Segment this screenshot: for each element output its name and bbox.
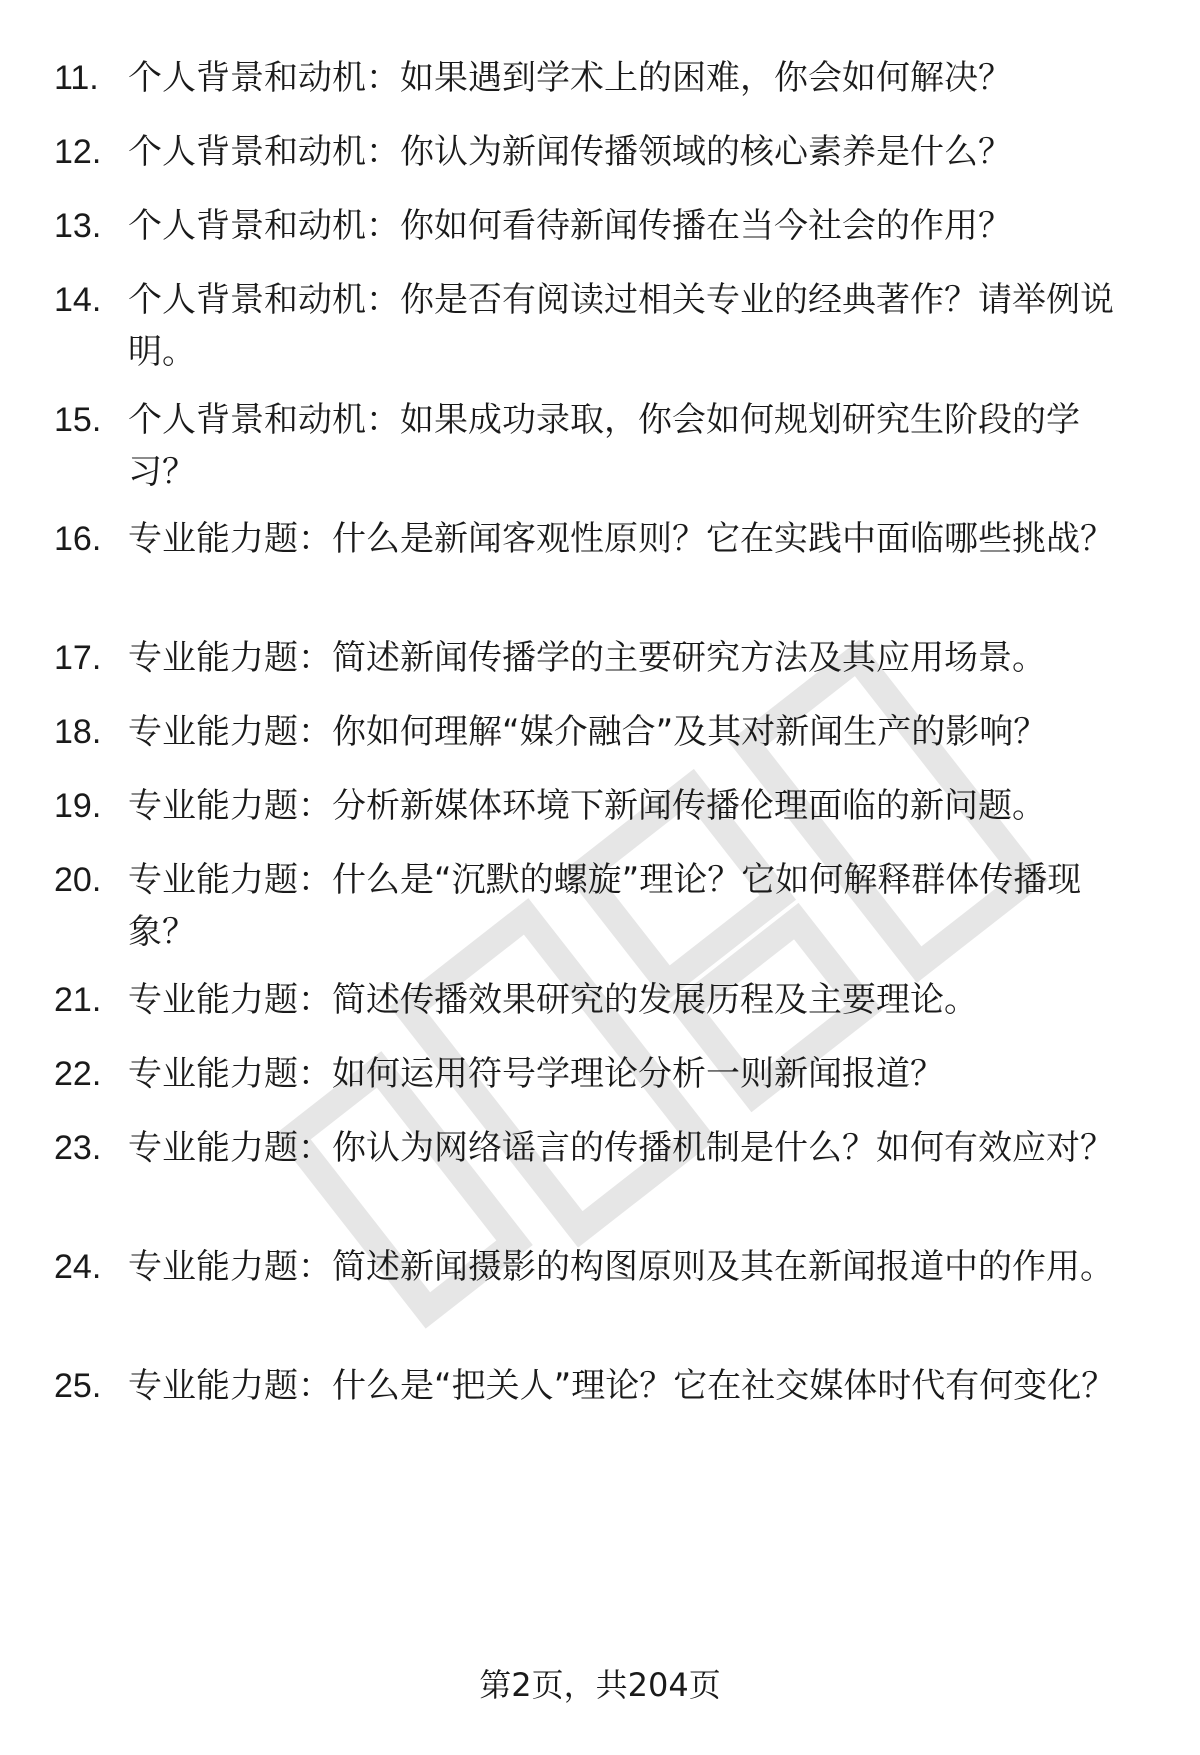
question-text: 个人背景和动机：你如何看待新闻传播在当今社会的作用？	[128, 206, 1012, 246]
question-number: 23.	[54, 1129, 102, 1167]
question-text: 专业能力题：什么是新闻客观性原则？它在实践中面临哪些挑战？	[128, 519, 1114, 559]
question-text: 个人背景和动机：你是否有阅读过相关专业的经典著作？请举例说明。	[128, 280, 1114, 372]
page-footer: 第2页，共204页	[479, 1666, 721, 1704]
question-number: 19.	[54, 787, 102, 825]
question-text: 专业能力题：如何运用符号学理论分析一则新闻报道？	[128, 1054, 944, 1094]
question-number: 14.	[54, 281, 102, 319]
question-number: 21.	[54, 981, 102, 1019]
question-number: 20.	[54, 861, 102, 899]
question-number: 24.	[54, 1248, 102, 1286]
question-text: 专业能力题：你认为网络谣言的传播机制是什么？如何有效应对？	[128, 1128, 1114, 1168]
question-text: 个人背景和动机：如果成功录取，你会如何规划研究生阶段的学习？	[128, 400, 1080, 492]
question-text: 专业能力题：你如何理解“媒介融合”及其对新闻生产的影响？	[128, 712, 1048, 752]
question-text: 专业能力题：什么是“把关人”理论？它在社交媒体时代有何变化？	[128, 1366, 1116, 1406]
question-text: 专业能力题：简述新闻摄影的构图原则及其在新闻报道中的作用。	[128, 1247, 1114, 1287]
question-number: 15.	[54, 401, 102, 439]
question-number: 11.	[54, 59, 99, 97]
question-text: 个人背景和动机：你认为新闻传播领域的核心素养是什么？	[128, 132, 1012, 172]
question-number: 22.	[54, 1055, 102, 1093]
question-text: 专业能力题：简述传播效果研究的发展历程及主要理论。	[128, 980, 978, 1020]
question-text: 专业能力题：分析新媒体环境下新闻传播伦理面临的新问题。	[128, 786, 1046, 826]
question-number: 13.	[54, 207, 102, 245]
question-number: 25.	[54, 1367, 102, 1405]
question-text: 个人背景和动机：如果遇到学术上的困难，你会如何解决？	[128, 58, 1012, 98]
question-number: 16.	[54, 520, 102, 558]
question-number: 12.	[54, 133, 102, 171]
question-text: 专业能力题：简述新闻传播学的主要研究方法及其应用场景。	[128, 638, 1046, 678]
question-number: 17.	[54, 639, 102, 677]
question-text: 专业能力题：什么是“沉默的螺旋”理论？它如何解释群体传播现象？	[128, 860, 1082, 952]
question-number: 18.	[54, 713, 102, 751]
